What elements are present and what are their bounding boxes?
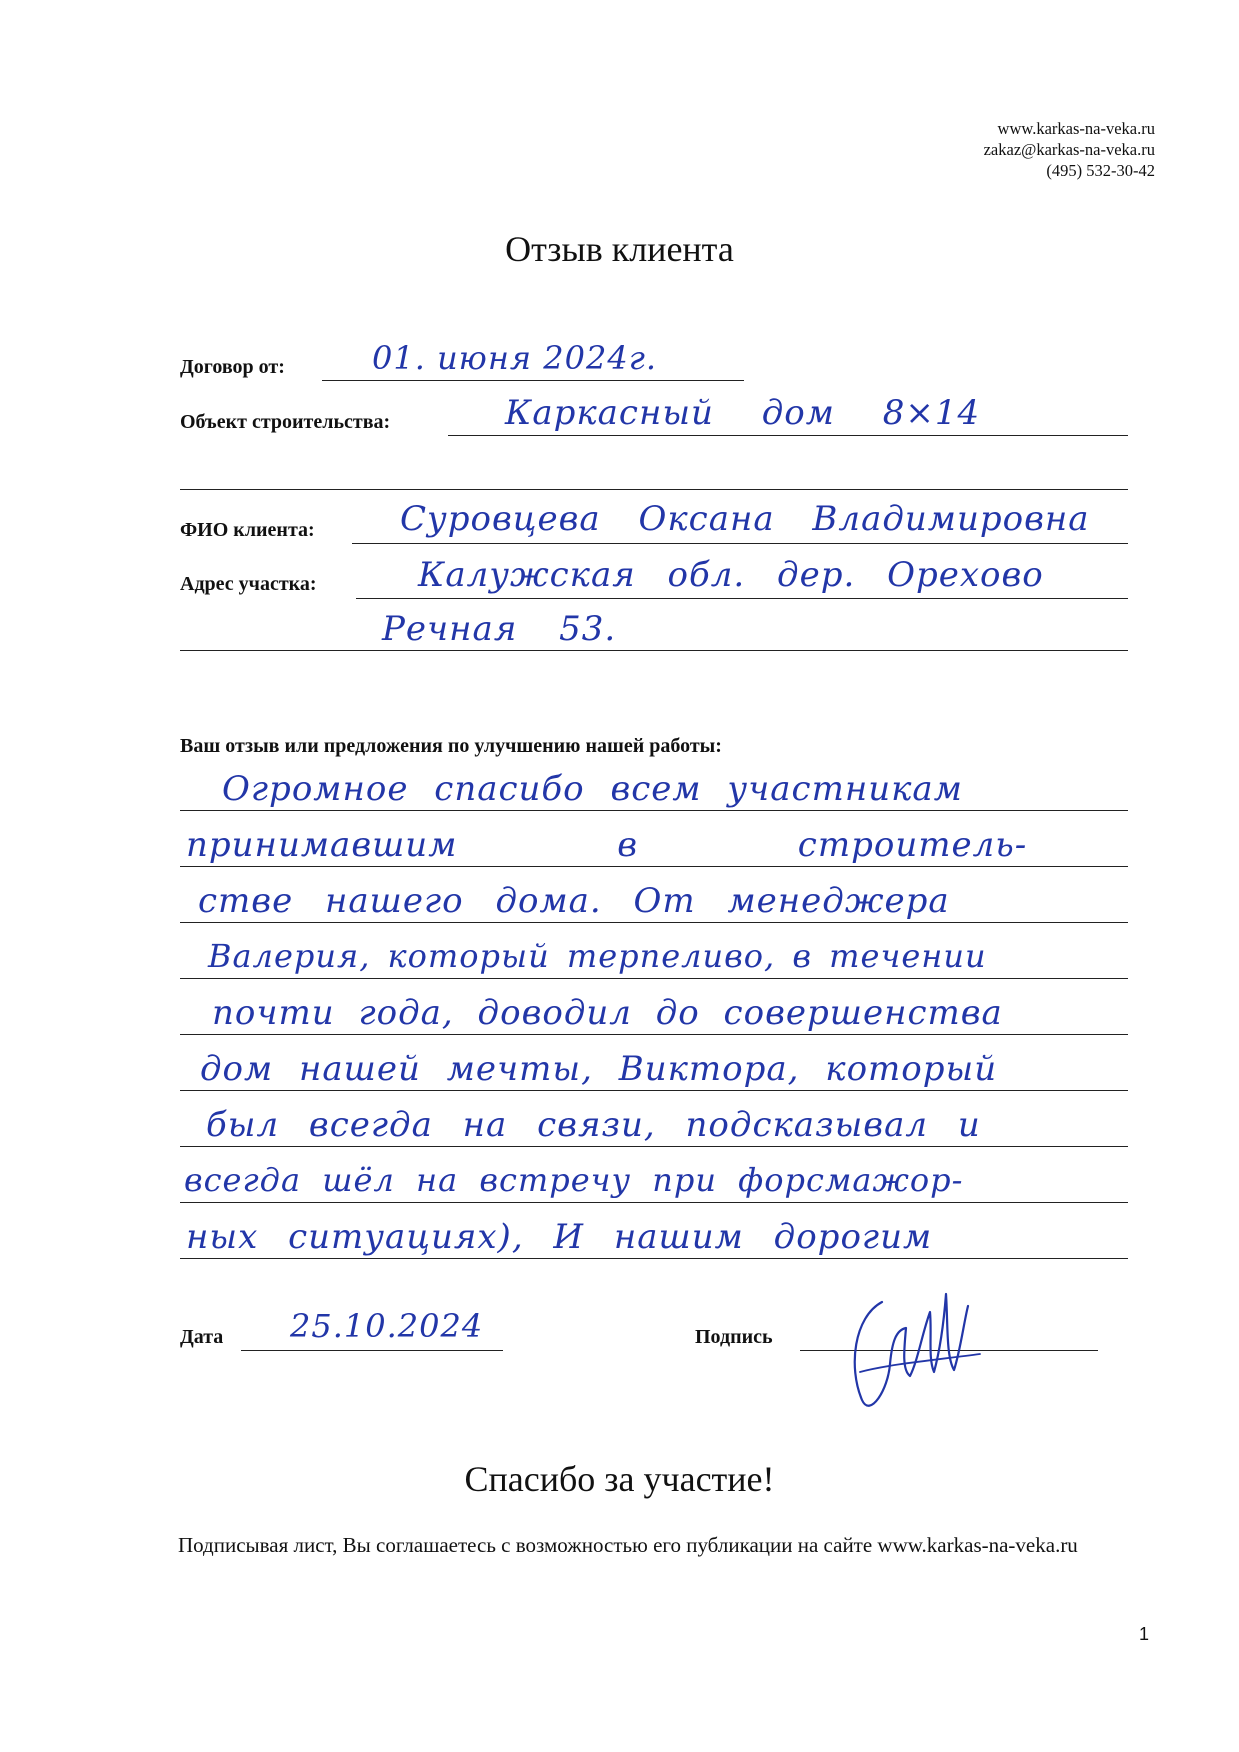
- review-text-line: Огромное спасибо всем участникам: [222, 769, 963, 809]
- date-line: [241, 1350, 503, 1351]
- date-value: 25.10.2024: [290, 1307, 484, 1345]
- review-line: [180, 1146, 1128, 1147]
- review-text-line: ных ситуациях), И нашим дорогим: [186, 1217, 933, 1257]
- contacts-block: [984, 118, 1155, 181]
- address-value-1: Калужская обл. дер. Орехово: [418, 555, 1044, 595]
- review-line: [180, 1090, 1128, 1091]
- review-line: [180, 1202, 1128, 1203]
- address-label: Адрес участка:: [180, 573, 317, 595]
- object-line: [448, 435, 1128, 436]
- review-text-line: был всегда на связи, подсказывал и: [206, 1105, 981, 1145]
- address-line-2: [180, 650, 1128, 651]
- handwritten-signature: [840, 1272, 990, 1422]
- review-line: [180, 866, 1128, 867]
- review-line: [180, 810, 1128, 811]
- signature-label: Подпись: [695, 1326, 773, 1348]
- consent-note: Подписывая лист, Вы соглашаетесь с возможностью его публикации на сайте www.karkas-na-veka.ru: [178, 1533, 1078, 1557]
- object-line-2: [180, 489, 1128, 490]
- page-title: Отзыв клиента: [505, 229, 734, 269]
- site-url: www.karkas-na-veka.ru: [997, 119, 1155, 138]
- review-text-line: принимавшим в строитель-: [186, 825, 1028, 865]
- contact-email: zakaz@karkas-na-veka.ru: [983, 140, 1155, 159]
- contract-line: [322, 380, 744, 381]
- review-line: [180, 1034, 1128, 1035]
- review-text-line: стве нашего дома. От менеджера: [198, 881, 950, 921]
- object-label: Объект строительства:: [180, 411, 391, 433]
- review-text-line: дом нашей мечты, Виктора, который: [200, 1049, 998, 1089]
- client-label: ФИО клиента:: [180, 519, 315, 541]
- thanks-heading: Спасибо за участие!: [464, 1459, 775, 1499]
- review-text-line: Валерия, который терпеливо, в течении: [208, 937, 987, 975]
- client-line: [352, 543, 1128, 544]
- contact-phone: (495) 532-30-42: [1046, 161, 1155, 180]
- client-value: Суровцева Оксана Владимировна: [400, 499, 1090, 539]
- review-text-line: почти года, доводил до совершенства: [212, 993, 1003, 1033]
- review-text-line: всегда шёл на встречу при форсмажор-: [184, 1161, 964, 1199]
- contract-value: 01. июня 2024г.: [372, 339, 658, 377]
- review-line: [180, 922, 1128, 923]
- object-value: Каркасный дом 8×14: [505, 393, 981, 433]
- review-label: Ваш отзыв или предложения по улучшению нашей работы:: [180, 735, 722, 757]
- date-label: Дата: [180, 1326, 224, 1348]
- review-line: [180, 978, 1128, 979]
- address-value-2: Речная 53.: [382, 609, 617, 649]
- contract-label: Договор от:: [180, 356, 285, 378]
- page-number: 1: [1138, 1624, 1149, 1644]
- address-line: [356, 598, 1128, 599]
- review-line: [180, 1258, 1128, 1259]
